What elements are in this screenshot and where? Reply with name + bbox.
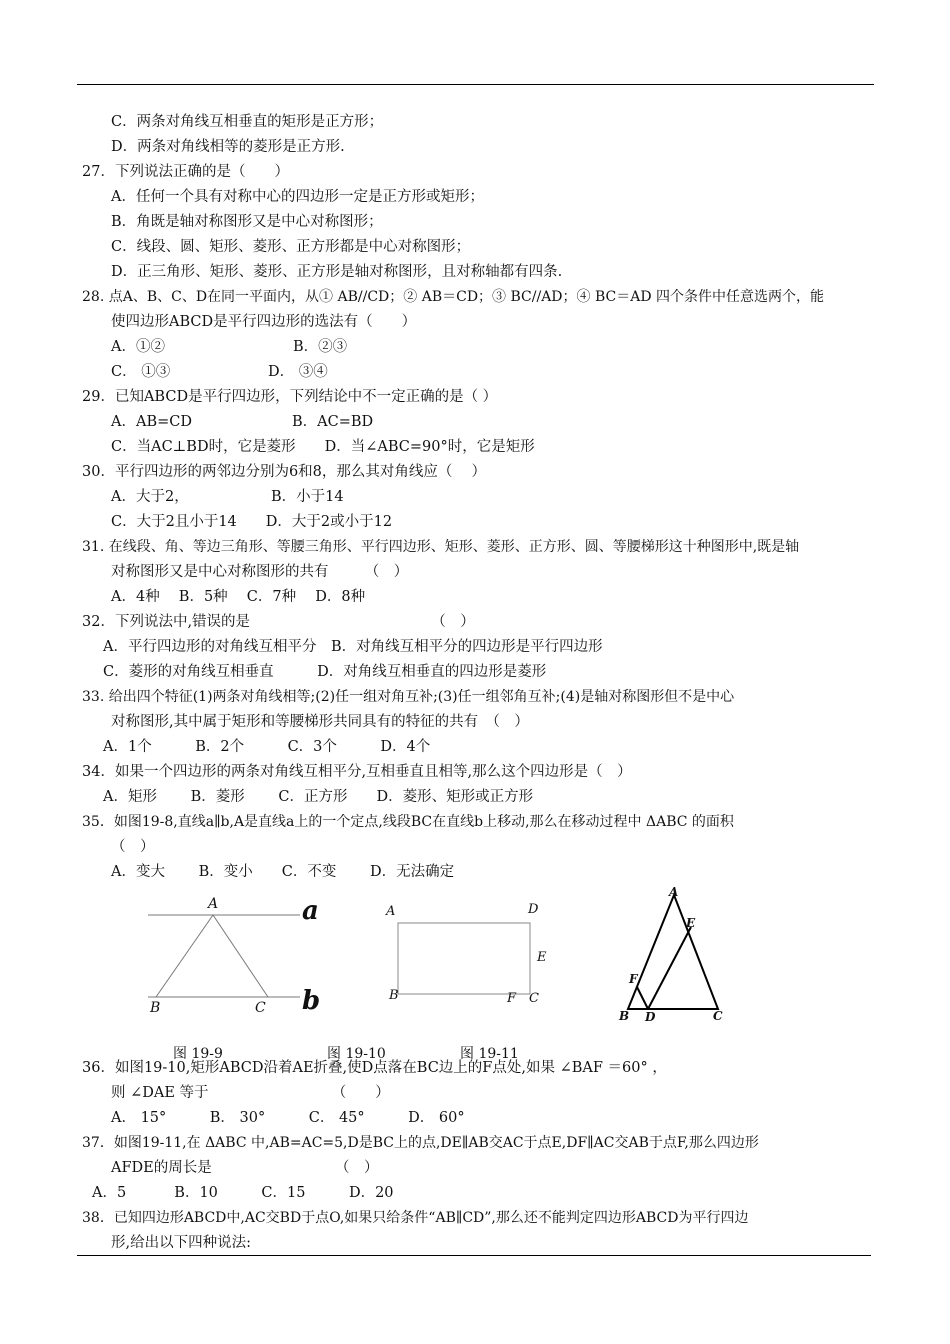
- q28-stem-cont: 使四边形ABCD是平行四边形的选法有（ ）: [111, 314, 417, 330]
- q26-option-d: D．两条对角线相等的菱形是正方形.: [111, 139, 345, 155]
- q34-options: A．矩形 B．菱形 C．正方形 D．菱形、矩形或正方形: [103, 789, 534, 805]
- fig3-caption: 图 19-11: [460, 1046, 519, 1062]
- segment-ab: [156, 915, 213, 997]
- q31-stem: 31. 在线段、角、等边三角形、等腰三角形、平行四边形、矩形、菱形、正方形、圆、等腰梯形这十种图形中,既是轴: [82, 539, 800, 555]
- q27-stem: 27．下列说法正确的是（ ）: [82, 164, 289, 180]
- q28-option-b: B．②③: [293, 339, 348, 355]
- rectangle-abcd: [398, 923, 530, 994]
- q36-options: A． 15° B． 30° C． 45° D． 60°: [111, 1110, 465, 1126]
- fig1-caption: 图 19-9: [173, 1046, 223, 1062]
- fig2-caption: 图 19-10: [327, 1046, 386, 1062]
- q31-options: A．4种 B．5种 C．7种 D．8种: [111, 589, 366, 605]
- q28-option-a: A．①②: [111, 339, 165, 355]
- fig3-label-a: A: [669, 885, 679, 899]
- q29-options-cd: C．当AC⊥BD时，它是菱形 D．当∠ABC=90°时，它是矩形: [111, 439, 535, 455]
- fig2-label-a: A: [386, 904, 396, 919]
- q30-option-a: A．大于2，: [111, 489, 189, 505]
- q37-stem: 37．如图19-11,在 ΔABC 中,AB=AC=5,D是BC上的点,DE∥AB交AC于点E,DF∥AC交AB于点F,那么四边形: [82, 1135, 759, 1151]
- fig1-label-line-a: a: [302, 896, 319, 926]
- fig2-label-d: D: [528, 902, 539, 917]
- fig3-label-c: C: [713, 1009, 723, 1023]
- segment-df: [637, 987, 648, 1009]
- q27-option-b: B．角既是轴对称图形又是中心对称图形；: [111, 214, 383, 230]
- q37-options: A．5 B．10 C．15 D．20: [92, 1185, 394, 1201]
- fig3-label-f: F: [629, 972, 638, 986]
- figure-19-11: [610, 885, 740, 1025]
- q36-stem: 36．如图19-10,矩形ABCD沿着AE折叠,使D点落在BC边上的F点处,如果 ∠BAF ＝60° ，: [82, 1060, 667, 1076]
- fig2-label-e: E: [537, 950, 547, 965]
- q34-stem: 34．如果一个四边形的两条对角线互相平分,互相垂直且相等,那么这个四边形是（ ）: [82, 764, 632, 780]
- q28-option-d: D． ③④: [268, 364, 328, 380]
- q37-stem-cont: AFDE的周长是 （ ）: [111, 1160, 379, 1176]
- q35-options: A．变大 B．变小 C．不变 D．无法确定: [111, 864, 455, 880]
- q33-stem: 33. 给出四个特征(1)两条对角线相等;(2)任一组对角互补;(3)任一组邻角互补;(4)是轴对称图形但不是中心: [82, 689, 735, 705]
- fig2-label-b: B: [389, 988, 399, 1003]
- q28-option-c: C． ①③: [111, 364, 171, 380]
- q35-stem-cont: （ ）: [111, 839, 155, 855]
- q30-option-b: B．小于14: [271, 489, 344, 505]
- q31-stem-cont: 对称图形又是中心对称图形的共有 （ ）: [111, 564, 409, 580]
- q36-stem-cont: 则 ∠DAE 等于 （ ）: [111, 1085, 390, 1101]
- segment-ac: [213, 915, 268, 997]
- q29-option-b: B．AC=BD: [292, 414, 374, 430]
- top-rule: [77, 84, 874, 85]
- q32-stem: 32．下列说法中,错误的是 （ ）: [82, 614, 475, 630]
- q29-stem: 29．已知ABCD是平行四边形，下列结论中不一定正确的是（ ）: [82, 389, 498, 405]
- fig1-label-a-point: A: [208, 896, 219, 912]
- q27-option-c: C．线段、圆、矩形、菱形、正方形都是中心对称图形；: [111, 239, 471, 255]
- q32-options-ab: A．平行四边形的对角线互相平分 B．对角线互相平分的四边形是平行四边形: [103, 639, 603, 655]
- fig2-label-c: C: [529, 991, 539, 1006]
- triangle-abc: [628, 895, 718, 1009]
- fig3-label-b: B: [619, 1009, 630, 1023]
- fig3-label-d: D: [645, 1010, 656, 1024]
- q33-stem-cont: 对称图形,其中属于矩形和等腰梯形共同具有的特征的共有 （ ）: [111, 714, 529, 730]
- segment-de: [648, 927, 691, 1009]
- q35-stem: 35．如图19-8,直线a∥b,A是直线a上的一个定点,线段BC在直线b上移动,那么在移动过程中 ΔABC 的面积: [82, 814, 734, 830]
- q38-stem-cont: 形,给出以下四种说法:: [111, 1235, 251, 1251]
- q27-option-a: A．任何一个具有对称中心的四边形一定是正方形或矩形；: [111, 189, 484, 205]
- q29-option-a: A．AB=CD: [111, 414, 192, 430]
- q26-option-c: C．两条对角线互相垂直的矩形是正方形；: [111, 114, 384, 130]
- q28-stem: 28. 点A、B、C、D在同一平面内，从① AB//CD；② AB＝CD；③ BC//AD；④ BC＝AD 四个条件中任意选两个，能: [82, 289, 825, 305]
- bottom-rule: [77, 1255, 871, 1256]
- q32-options-cd: C．菱形的对角线互相垂直 D．对角线互相垂直的四边形是菱形: [103, 664, 547, 680]
- q33-options: A．1个 B．2个 C．3个 D．4个: [103, 739, 431, 755]
- q30-options-cd: C．大于2且小于14 D．大于2或小于12: [111, 514, 393, 530]
- fig2-label-f: F: [507, 991, 517, 1006]
- fig1-label-c-point: C: [255, 1000, 266, 1016]
- fig1-label-line-b: b: [302, 986, 321, 1016]
- q30-stem: 30．平行四边形的两邻边分别为6和8，那么其对角线应（ ）: [82, 464, 487, 480]
- q27-option-d: D．正三角形、矩形、菱形、正方形是轴对称图形，且对称轴都有四条.: [111, 264, 563, 280]
- fig1-label-b-point: B: [150, 1000, 161, 1016]
- q38-stem: 38．已知四边形ABCD中,AC交BD于点O,如果只给条件“AB∥CD”,那么还不能判定四边形ABCD为平行四边: [82, 1210, 749, 1226]
- fig3-label-e: E: [686, 916, 696, 930]
- figure-19-10: [390, 915, 540, 995]
